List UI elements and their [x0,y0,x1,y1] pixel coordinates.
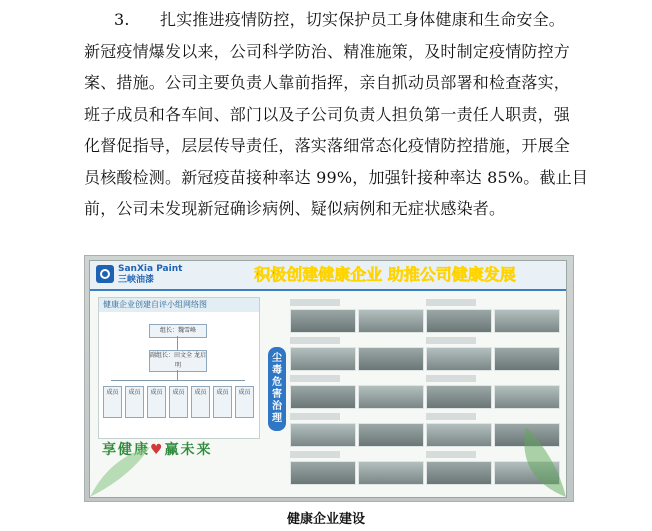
heart-icon: ♥ [150,442,165,458]
photo-caption-strip [426,299,476,306]
company-logo-icon [96,265,114,283]
org-member-node: 成员 [191,386,210,418]
photo-thumbnail [290,423,356,447]
org-member-node: 成员 [125,386,144,418]
photo-thumbnail [426,309,492,333]
brand-text: SanXia Paint 三峡油漆 [118,264,183,285]
photo-thumbnail [426,385,492,409]
photo-thumbnail [358,347,424,371]
photo-caption-strip [426,337,476,344]
org-chart-panel [98,297,260,439]
connector [177,370,178,380]
banner-text: 积极创建健康企业 助推公司健康发展 [254,265,516,284]
board-header [90,261,566,291]
section-number: 3. [114,10,130,29]
org-member-node: 成员 [235,386,254,418]
photo-thumbnail [494,347,560,371]
photo-caption-strip [290,375,340,382]
photo-thumbnail [290,309,356,333]
photo-caption: 健康企业建设 [286,512,365,527]
notice-board-photo [84,255,574,502]
banner-slogan [210,263,560,285]
photo-thumbnail [426,423,492,447]
photo-thumbnail [290,347,356,371]
photo-thumbnail [426,347,492,371]
photo-thumbnail [494,309,560,333]
notice-board [89,260,567,498]
org-member-node: 成员 [213,386,232,418]
org-member-node: 成员 [103,386,122,418]
org-deputy-node: 副组长：田文全 龙启明 [149,350,207,372]
photo-caption-strip [426,375,476,382]
photo-thumbnail [290,385,356,409]
paragraph-line: 前，公司未发现新冠确诊病例、疑似病例和无症状感染者。 [84,199,506,218]
health-slogan: 享健康♥赢未来 [102,442,213,458]
photo-caption-strip [426,451,476,458]
leaf-decoration-icon [90,437,160,497]
org-member-node: 成员 [147,386,166,418]
photo-caption-strip [290,337,340,344]
photo-caption-strip [290,299,340,306]
photo-thumbnail [426,461,492,485]
org-member-node: 成员 [169,386,188,418]
paragraph-line: 员核酸检测。新冠疫苗接种率达 99%，加强针接种率达 85%。截止目 [84,167,589,187]
dust-hazard-title: 尘毒危害治理 [268,347,286,431]
photo-thumbnail [494,385,560,409]
paragraph-line: 新冠疫情爆发以来，公司科学防治、精准施策，及时制定疫情防控方 [84,41,571,61]
paragraph-text [84,4,589,225]
leaf-decoration-icon [506,427,566,497]
photo-thumbnail [290,461,356,485]
photo-caption-strip [290,451,340,458]
photo-caption-strip [290,413,340,420]
connector [177,336,178,350]
org-chart-title: 健康企业创建自评小组网络图 [99,298,259,312]
paragraph-line: 3. 扎实推进疫情防控，切实保护员工身体健康和生命安全。 [84,4,584,36]
paragraph-line: 班子成员和各车间、部门以及子公司负责人担负第一责任人职责，强 [84,104,571,124]
org-leader-node: 组长：魏雪峰 [149,324,207,338]
photo-thumbnail [358,385,424,409]
photo-thumbnail [358,423,424,447]
paragraph-line: 案、措施。公司主要负责人靠前指挥，亲自抓动员部署和检查落实， [84,73,571,92]
photo-thumbnail [358,309,424,333]
paragraph-line: 化督促指导，层层传导责任，落实落细常态化疫情防控措施，开展全 [84,136,571,155]
photo-caption-strip [426,413,476,420]
photo-thumbnail [358,461,424,485]
connector [111,380,245,381]
